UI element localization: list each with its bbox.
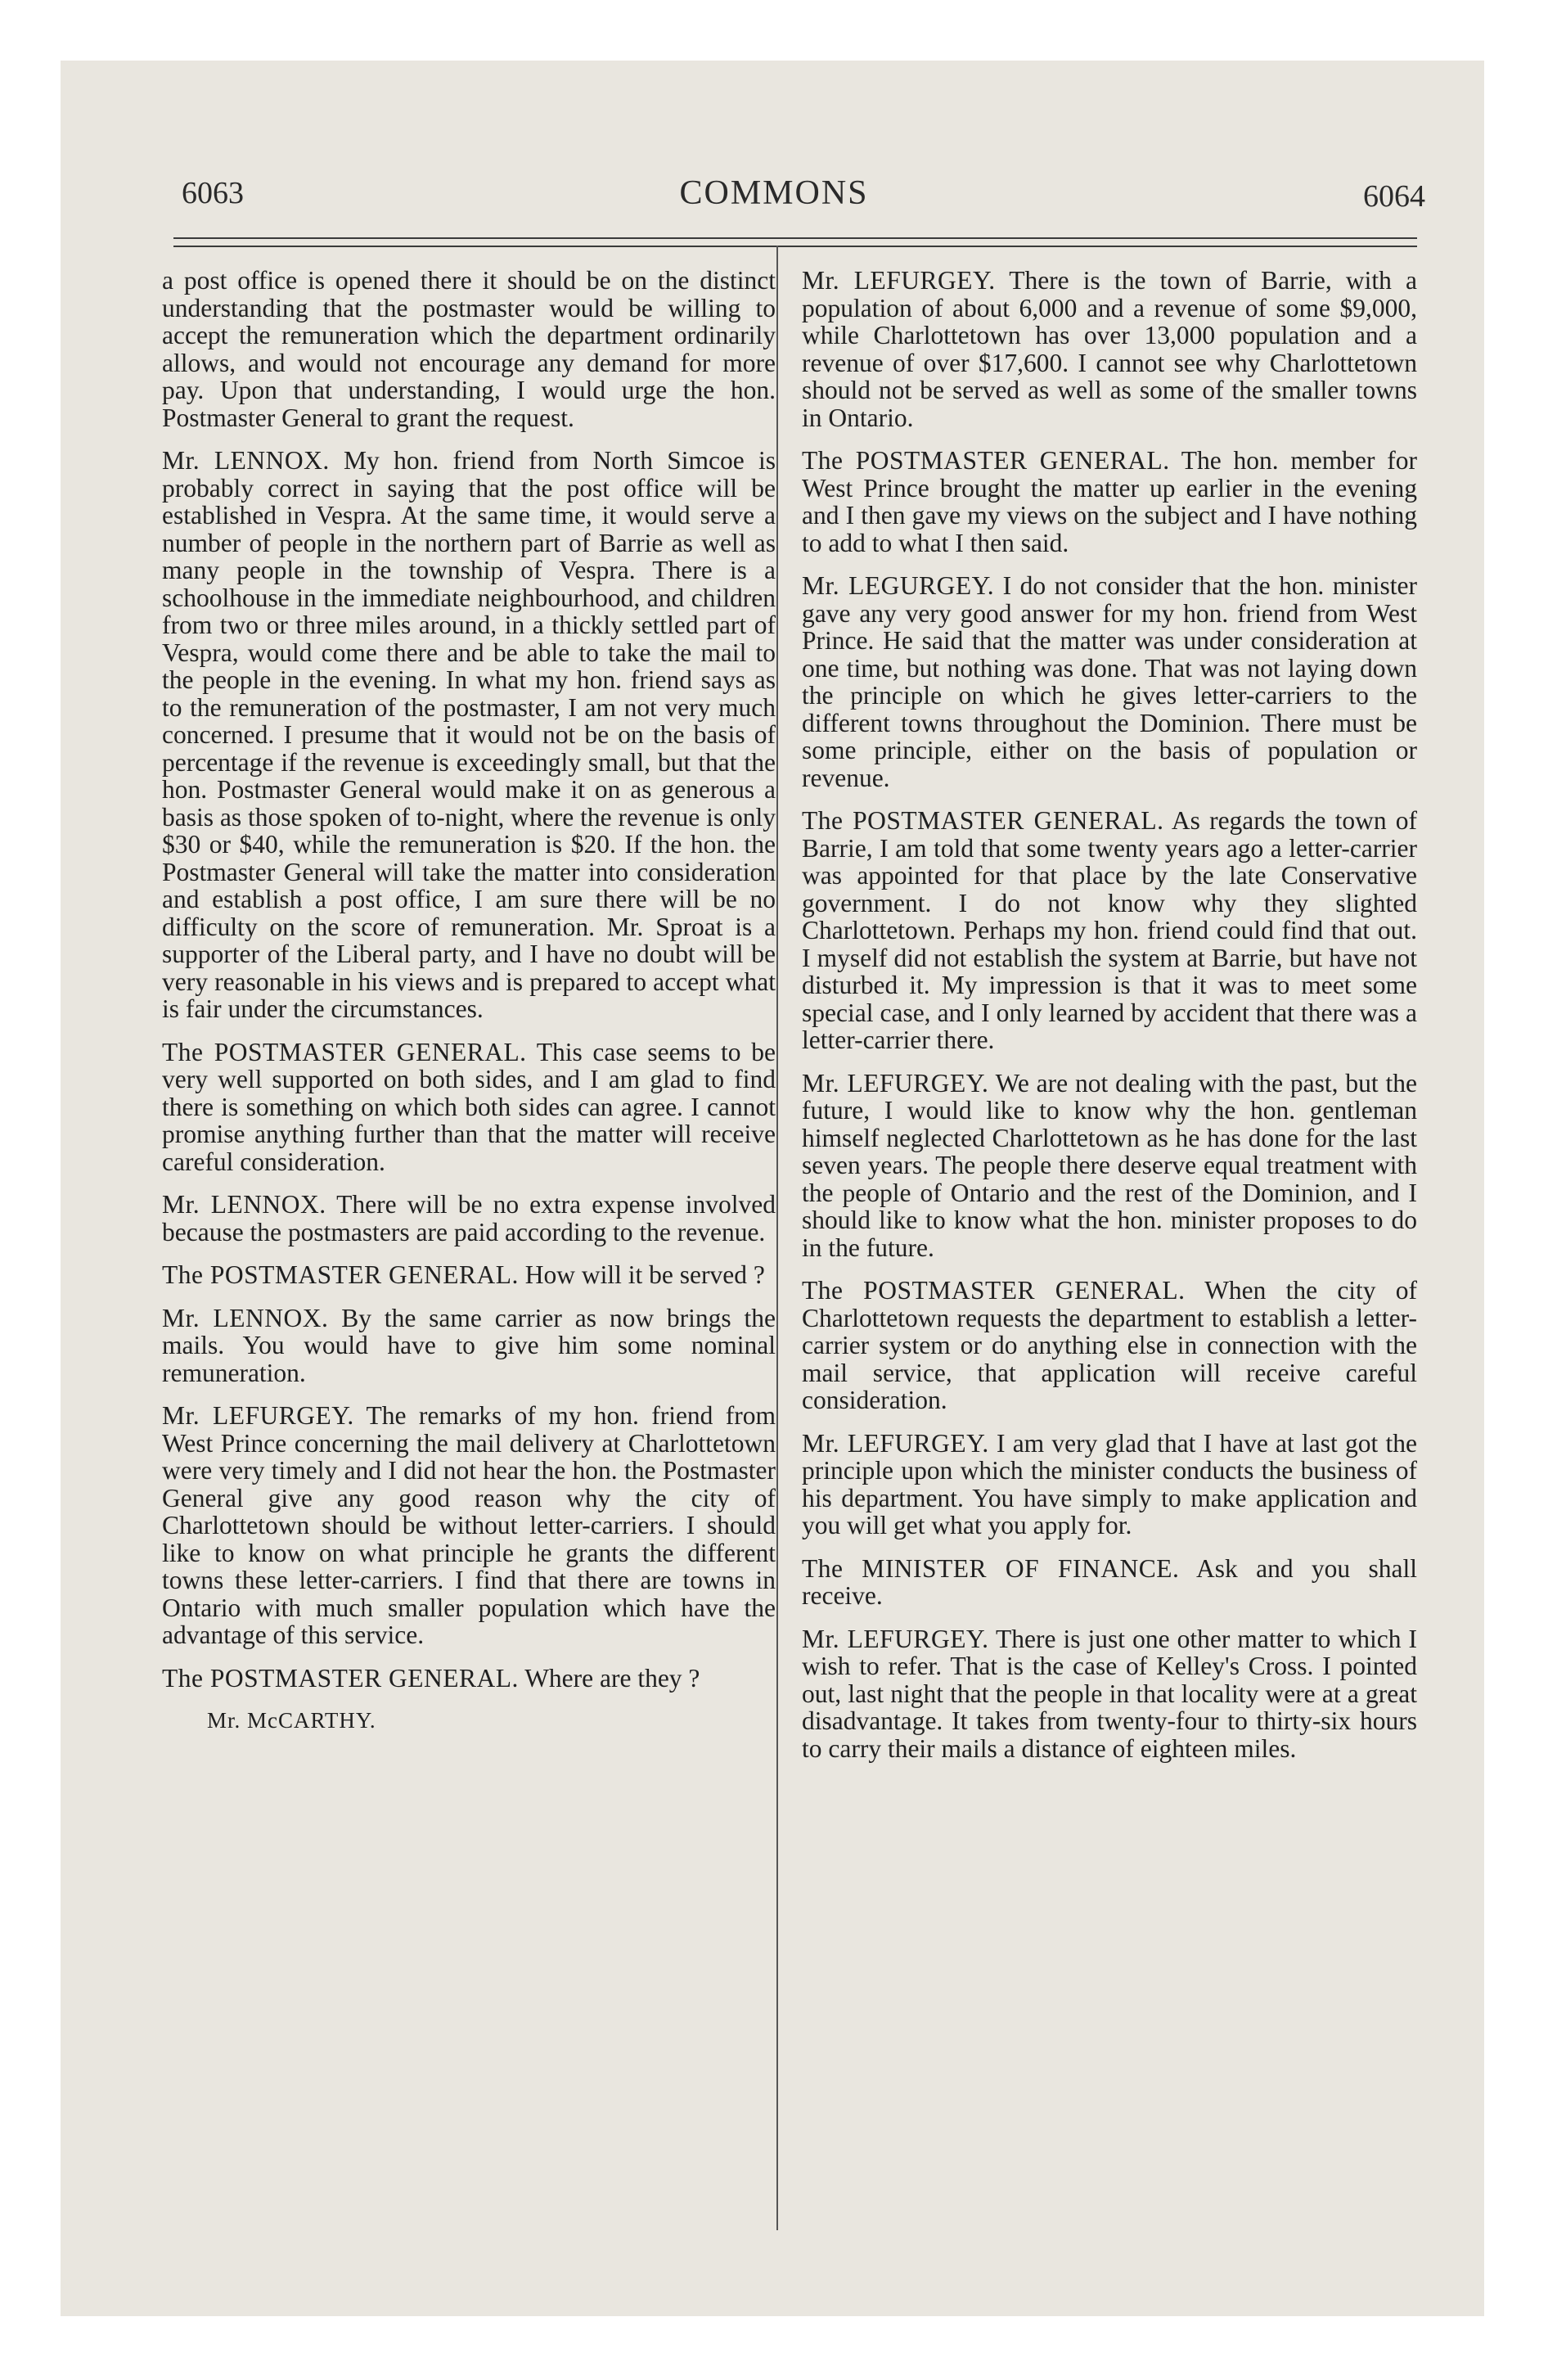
speaker-name: The POSTMASTER GENERAL. xyxy=(162,1260,519,1289)
speaker-name: Mr. LEFURGEY. xyxy=(802,1624,989,1653)
speaker-name: Mr. LENNOX. xyxy=(162,446,330,475)
paragraph xyxy=(802,447,1417,557)
speaker-name: Mr. LEFURGEY. xyxy=(802,266,996,295)
paragraph xyxy=(162,1305,776,1387)
paragraph-text: The hon. member for West Prince brought the matter up earlier in the evening and I then gave my views on the subject and I have nothing to add to what I then said. xyxy=(802,446,1417,557)
paragraph xyxy=(162,1402,776,1649)
paragraph xyxy=(802,267,1417,431)
paragraph xyxy=(162,1261,776,1289)
speaker-name: Mr. LEGURGEY. xyxy=(802,571,995,600)
running-head: COMMONS xyxy=(679,174,869,212)
paragraph-text: We are not dealing with the past, but the future, I would like to know why the hon. gentleman himself neglected Charlottetown as he has done for the last seven years. The people there deserve equal treatment with the people of Ontario and the rest of the Dominion, and I should like to know what the hon. minister proposes to do in the future. xyxy=(802,1068,1417,1262)
paragraph xyxy=(802,1625,1417,1763)
paragraph xyxy=(802,572,1417,791)
paragraph-text: When the city of Charlottetown requests the department to establish a letter-carrier system or do anything else in connection with the mail service, that application will receive careful consideration. xyxy=(802,1276,1418,1414)
paragraph-text: There is just one other matter to which I wish to refer. That is the case of Kelley's Cross. I pointed out, last night that the people in that locality were at a great disadvantage. It takes from twenty-four to thirty-six hours to carry their mails a distance of eighteen miles. xyxy=(802,1624,1417,1763)
speaker-name: Mr. LEFURGEY. xyxy=(802,1428,989,1458)
paragraph xyxy=(802,1430,1417,1539)
paragraph-text: By the same carrier as now brings the mails. You would have to give him some nominal remuneration. xyxy=(162,1303,776,1387)
paragraph xyxy=(802,1277,1417,1414)
speaker-name: The POSTMASTER GENERAL. xyxy=(162,1037,527,1066)
paragraph-text: I do not consider that the hon. minister gave any very good answer for my hon. friend from West Prince. He said that the matter was under consideration at one time, but nothing was done. That was not laying down the principle on which he gives letter-carriers to the different towns throughout the Dominion. There must be some principle, either on the basis of population or revenue. xyxy=(802,571,1417,792)
paragraph-text: Ask and you shall receive. xyxy=(802,1553,1417,1610)
paragraph-text: As regards the town of Barrie, I am told that some twenty years ago a letter-carrier was appointed for that place by the late Conservative government. I do not know why they slighted Charlottetown. Perhaps my hon. friend could find that out. I myself did not establish the system at Barrie, but have not disturbed it. My impression is that it was to meet some special case, and I only learned by accident that there was a letter-carrier there. xyxy=(802,806,1418,1054)
speaker-name: The POSTMASTER GENERAL. xyxy=(802,1276,1186,1305)
paragraph xyxy=(802,807,1417,1054)
header-rule-bottom xyxy=(173,246,1417,247)
paragraph xyxy=(162,1039,776,1176)
paragraph xyxy=(162,1191,776,1246)
paragraph-text: There will be no extra expense involved because the postmasters are paid according to the revenue. xyxy=(162,1190,776,1246)
paragraph xyxy=(802,1070,1417,1262)
paragraph-text: a post office is opened there it should be on the distinct understanding that the postmaster would be willing to accept the remuneration which the department ordinarily allows, and would not encourage any demand for more pay. Upon that understanding, I would urge the hon. Postmaster General to grant the request. xyxy=(162,266,776,432)
paragraph-text: Where are they ? xyxy=(524,1663,700,1693)
left-column xyxy=(162,267,776,1735)
paragraph-text: The remarks of my hon. friend from West Prince concerning the mail delivery at Charlottetown were very timely and I did not hear the hon. the Postmaster General give any good reason why the city of Charlottetown should be without letter-carriers. I should like to know on what principle he grants the different towns these letter-carriers. I find that there are towns in Ontario with much smaller population which have the advantage of this service. xyxy=(162,1401,776,1649)
speaker-name: Mr. LENNOX. xyxy=(162,1303,329,1332)
speaker-stub: Mr. McCARTHY. xyxy=(207,1708,376,1733)
speaker-name: Mr. LEFURGEY. xyxy=(802,1068,989,1098)
speaker-name: Mr. LEFURGEY. xyxy=(162,1401,354,1430)
page-header xyxy=(123,174,1425,214)
header-rule-top xyxy=(173,237,1417,239)
speaker-name: The POSTMASTER GENERAL. xyxy=(162,1663,519,1693)
speaker-name: Mr. LENNOX. xyxy=(162,1190,326,1219)
paragraph-text: I am very glad that I have at last got the principle upon which the minister conducts the business of his department. You have simply to make application and you will get what you apply for. xyxy=(802,1428,1418,1539)
paragraph-text: There is the town of Barrie, with a population of about 6,000 and a revenue of some $9,000, while Charlottetown has over 13,000 population and a revenue of over $17,600. I cannot see why Charlottetown should not be served as well as some of the smaller towns in Ontario. xyxy=(802,266,1417,432)
paragraph-text: This case seems to be very well supported on both sides, and I am glad to find there is something on which both sides can agree. I cannot promise anything further than that the matter will receive careful consideration. xyxy=(162,1037,776,1176)
paragraph xyxy=(162,1665,776,1693)
page-number-right: 6064 xyxy=(1363,179,1425,214)
speaker-name: The POSTMASTER GENERAL. xyxy=(802,446,1170,475)
page-number-left: 6063 xyxy=(182,176,244,210)
speaker-name: The POSTMASTER GENERAL. xyxy=(802,806,1164,835)
paragraph xyxy=(162,447,776,1023)
paragraph-text: My hon. friend from North Simcoe is probably correct in saying that the post office will be established in Vespra. At the same time, it would serve a number of people in the northern part of Barrie as well as many people in the township of Vespra. There is a schoolhouse in the immediate neighbourhood, and children from two or three miles around, in a thickly settled part of Vespra, would come there and be able to take the mail to the people in the evening. In what my hon. friend says as to the remuneration of the postmaster, I am not very much concerned. I presume that it would not be on the basis of percentage if the revenue is exceedingly small, but that the hon. Postmaster General would make it on as generous a basis as those spoken of to-night, where the revenue is only $30 or $40, while the remuneration is $20. If the hon. the Postmaster General will take the matter into consideration and establish a post office, I am sure there will be no difficulty on the score of remuneration. Mr. Sproat is a supporter of the Liberal party, and I have no doubt will be very reasonable in his views and is prepared to accept what is fair under the circumstances. xyxy=(162,446,776,1023)
paragraph xyxy=(162,267,776,431)
speaker-name: The MINISTER OF FINANCE. xyxy=(802,1553,1180,1583)
right-column xyxy=(802,267,1417,1778)
paragraph-text: How will it be served ? xyxy=(524,1260,765,1289)
column-divider xyxy=(776,246,778,2230)
paragraph xyxy=(802,1555,1417,1610)
